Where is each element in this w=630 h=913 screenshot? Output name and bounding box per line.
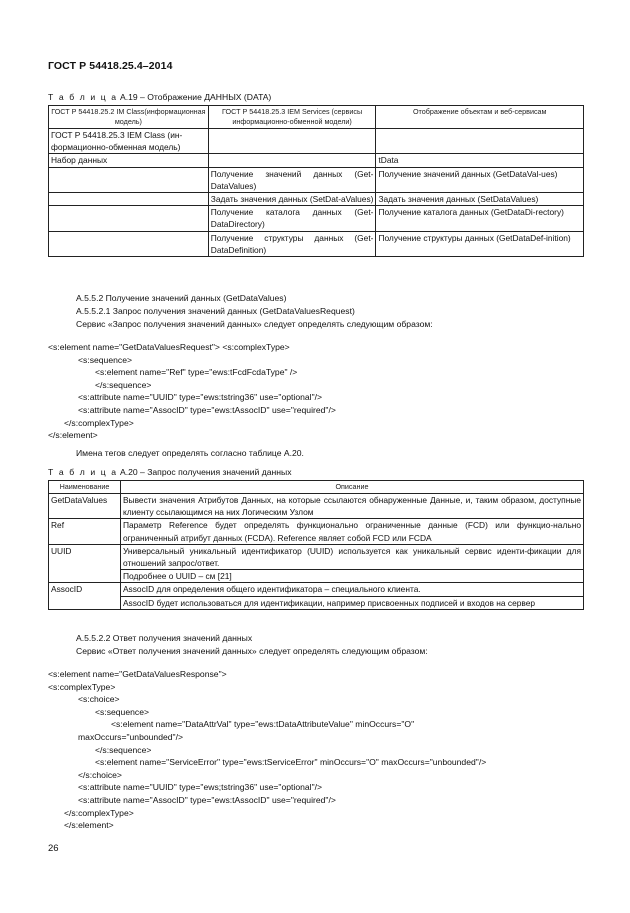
table-cell: Универсальный уникальный идентификатор (UUID) используется как уникальный сервис иденти-фикации для отношений запрос/ответ. — [120, 544, 583, 569]
code-line: <s:sequence> — [78, 354, 132, 365]
table-label: Т а б л и ц а — [48, 467, 118, 477]
code-line: </s:sequence> — [95, 379, 152, 390]
table-row — [49, 193, 584, 206]
table-cell: Задать значения данных (SetDataValues) — [376, 193, 584, 206]
code-line: <s:attribute name="AssocID" type="ews:tAssocID" use="required"/> — [78, 404, 336, 415]
table-cell: Получение структуры данных (GetDataDef-inition) — [376, 231, 584, 256]
code-line: maxOccurs="unbounded"/> — [78, 731, 183, 742]
xml-code-block — [48, 668, 486, 832]
column-header: Описание — [120, 481, 583, 494]
table-cell: Подробнее о UUID – см [21] — [120, 570, 583, 583]
table-cell: tData — [376, 154, 584, 167]
table-cell: Получение значений данных (GetDataVal-ues) — [376, 167, 584, 192]
table-cell — [208, 154, 376, 167]
table-header-row — [49, 106, 584, 129]
column-header: ГОСТ Р 54418.25.3 IEM Services (сервисы информационно-обменной модели) — [208, 106, 376, 129]
table-cell — [208, 129, 376, 154]
table-a20 — [48, 480, 584, 610]
code-line: <s:element name="Ref" type="ews:tFcdFcdaType" /> — [95, 367, 298, 378]
column-header: ГОСТ Р 54418.25.2 IM Class(информационная модель) — [49, 106, 209, 129]
table-cell: GetDataValues — [49, 494, 121, 519]
table-cell: Вывести значения Атрибутов Данных, на которые ссылаются обнаруженные Данные, и, таким образом, доступные клиенту ссылающимся на них Логическим Узлом — [120, 494, 583, 519]
body-text: Сервис «Запрос получения значений данных» следует определять следующим образом: — [76, 319, 433, 329]
table-cell: Получение структуры данных (Get-DataDefinition) — [208, 231, 376, 256]
table-row — [49, 544, 584, 569]
column-header: Отображение объектам и веб-сервисам — [376, 106, 584, 129]
code-line: <s:attribute name="AssocID" type="ews:tAssocID" use="required"/> — [78, 794, 336, 805]
table-row — [49, 519, 584, 544]
table-cell — [49, 167, 209, 192]
xml-code-block — [48, 341, 336, 442]
table-a19 — [48, 105, 584, 257]
table-cell: Получение каталога данных (Get-DataDirectory) — [208, 206, 376, 231]
table-a20-caption — [48, 467, 292, 477]
document-header: ГОСТ Р 54418.25.4–2014 — [48, 60, 173, 72]
code-line: <s:element name="GetDataValuesResponse"> — [48, 669, 227, 679]
table-cell — [49, 231, 209, 256]
table-row — [49, 231, 584, 256]
table-cell: UUID — [49, 544, 121, 583]
table-row — [49, 206, 584, 231]
code-line: <s:element name="ServiceError" type="ews:tServiceError" minOccurs="O" maxOccurs="unbounded"/> — [95, 757, 487, 768]
section-heading: А.5.5.2 Получение значений данных (GetDataValues) — [76, 293, 287, 303]
table-cell: Получение значений данных (Get-DataValues) — [208, 167, 376, 192]
table-header-row — [49, 481, 584, 494]
table-cell: Параметр Reference будет определять функционально ограниченные данные (FCD) или функцио-нально ограниченный атрибут данных (FCDA). Reference являет собой FCD или FCDA — [120, 519, 583, 544]
table-row — [49, 154, 584, 167]
table-cell: AssocID будет использоваться для идентификации, например присвоенных подписей и входов на сервер — [120, 596, 583, 609]
code-line: <s:attribute name="UUID" type="ews;tstring36" use="optional"/> — [78, 782, 323, 793]
table-row — [49, 596, 584, 609]
code-line: </s:element> — [64, 820, 114, 831]
table-cell: AssocID — [49, 583, 121, 609]
table-cell: Ref — [49, 519, 121, 544]
page-number: 26 — [48, 843, 59, 854]
subsection-heading: А.5.5.2.1 Запрос получения значений данных (GetDataValuesRequest) — [76, 306, 355, 316]
code-line: </s:element> — [48, 430, 98, 441]
table-cell: Задать значения данных (SetDat-aValues) — [208, 193, 376, 206]
code-line: <s:choice> — [78, 694, 120, 705]
table-row — [49, 494, 584, 519]
table-cell: AssocID для определения общего идентификатора – специального клиента. — [120, 583, 583, 596]
subsection-heading: А.5.5.2.2 Ответ получения значений данных — [76, 633, 253, 643]
body-text: Имена тегов следует определять согласно таблице А.20. — [76, 448, 304, 458]
table-row — [49, 570, 584, 583]
code-line: </s:sequence> — [95, 744, 152, 755]
code-line: </s:choice> — [78, 769, 122, 780]
code-line: <s:attribute name="UUID" type="ews:tstring36" use="optional"/> — [78, 392, 323, 403]
table-a19-caption — [48, 92, 271, 102]
table-label: Т а б л и ц а — [48, 92, 118, 102]
table-cell — [376, 129, 584, 154]
code-line: <s:complexType> — [48, 681, 116, 692]
code-line: </s:complexType> — [64, 807, 134, 818]
code-line: </s:complexType> — [64, 417, 134, 428]
table-title: А.20 – Запрос получения значений данных — [117, 467, 292, 477]
body-text: Сервис «Ответ получения значений данных» следует определять следующим образом: — [76, 646, 428, 656]
column-header: Наименование — [49, 481, 121, 494]
table-cell: Получение каталога данных (GetDataDi-rectory) — [376, 206, 584, 231]
table-cell: ГОСТ Р 54418.25.3 IEM Class (ин-формационно-обменная модель) — [49, 129, 209, 154]
code-line: <s:sequence> — [95, 706, 149, 717]
table-row — [49, 129, 584, 154]
code-line: <s:element name="GetDataValuesRequest"> <s:complexType> — [48, 342, 290, 352]
code-line: <s:element name="DataAttrVal" type="ews:tDataAttributeValue" minOccurs="O" — [111, 719, 415, 730]
table-row — [49, 167, 584, 192]
table-cell: Набор данных — [49, 154, 209, 167]
table-title: А.19 – Отображение ДАННЫХ (DATA) — [117, 92, 272, 102]
table-cell — [49, 193, 209, 206]
table-cell — [49, 206, 209, 231]
table-row — [49, 583, 584, 596]
